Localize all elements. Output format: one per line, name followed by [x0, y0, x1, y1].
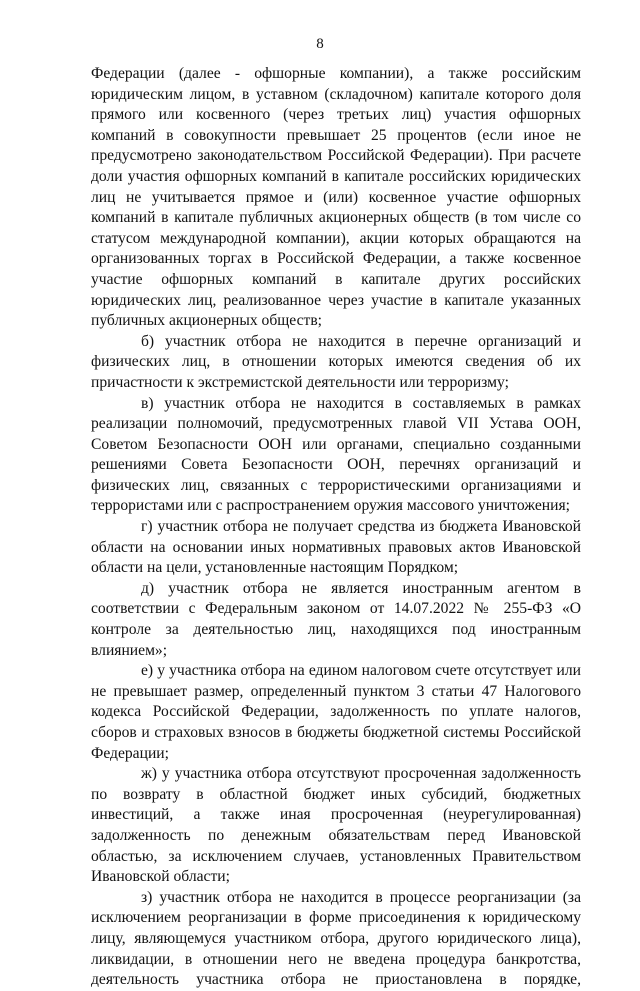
document-body	[91, 64, 581, 991]
page-number: 8	[316, 36, 324, 52]
paragraph-item-g: г) участник отбора не получает средства из бюджета Ивановской области на основании иных нормативных правовых актов Ивановской области на цели, установленные настоящим Порядком;	[91, 518, 581, 577]
paragraph-item-e: е) у участника отбора на едином налоговом счете отсутствует или не превышает размер, определенный пунктом 3 статьи 47 Налогового кодекса Российской Федерации, задолженность по уплате налогов, сборов и страховых взносов в бюджеты бюджетной системы Российской Федерации;	[91, 662, 581, 762]
paragraph-item-b: б) участник отбора не находится в перечне организаций и физических лиц, в отношении которых имеются сведения об их причастности к экстремистской деятельности или терроризму;	[91, 332, 581, 391]
paragraph-item-v: в) участник отбора не находится в составляемых в рамках реализации полномочий, предусмотренных главой VII Устава ООН, Советом Безопасности ООН или органами, специально созданными решениями Совета Безопасности ООН, перечнях организаций и физических лиц, связанных с террористическими организациями и террористами или с распространением оружия массового уничтожения;	[91, 394, 581, 515]
paragraph-item-z: з) участник отбора не находится в процессе реорганизации (за исключением реорганизации в форме присоединения к юридическому лицу, являющемуся участником отбора, другого юридического лица), ликвидации, в отношении него не введена процедура банкротства, деятельность участника отбора не приостановлена в порядке,	[91, 888, 581, 989]
paragraph-item-zh: ж) у участника отбора отсутствуют просроченная задолженность по возврату в областной бюджет иных субсидий, бюджетных инвестиций, а также иная просроченная (неурегулированная) задолженность по денежным обязательствам перед Ивановской областью, за исключением случаев, установленных Правительством Ивановской области;	[91, 765, 581, 886]
paragraph-item-d: д) участник отбора не является иностранным агентом в соответствии с Федеральным законом от 14.07.2022 № 255-ФЗ «О контроле за деятельностью лиц, находящихся под иностранным влиянием»;	[91, 579, 581, 659]
paragraph-continuation: Федерации (далее - офшорные компании), а также российским юридическим лицом, в уставном (складочном) капитале которого доля прямого или косвенного (через третьих лиц) участия офшорных компаний в совокупности превышает 25 процентов (если иное не предусмотрено законодательством Российской Федерации). При расчете доли участия офшорных компаний в капитале российских юридических лиц не учитывается прямое и (или) косвенное участие офшорных компаний в капитале публичных акционерных обществ (в том числе со статусом международной компании), акции которых обращаются на организованных торгах в Российской Федерации, а также косвенное участие офшорных компаний в капитале других российских юридических лиц, реализованное через участие в капитале указанных публичных акционерных обществ;	[91, 65, 581, 330]
